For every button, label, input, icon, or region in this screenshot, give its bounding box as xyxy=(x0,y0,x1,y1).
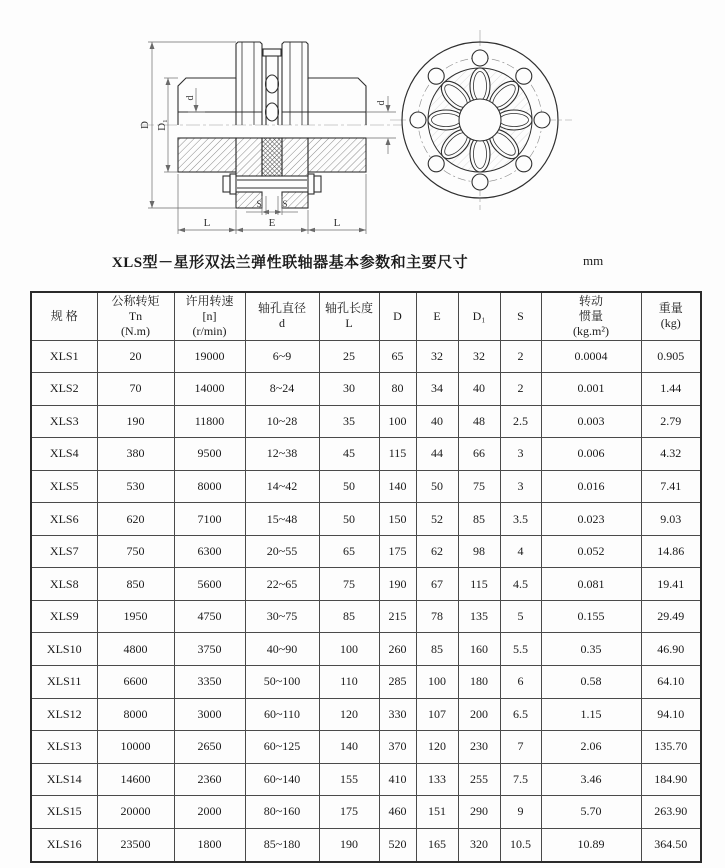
table-row xyxy=(31,600,701,633)
value-cell: 184.90 xyxy=(641,763,701,796)
value-cell: 2000 xyxy=(174,796,245,829)
value-cell: 40 xyxy=(458,373,500,406)
value-cell: 35 xyxy=(319,405,379,438)
dim-label-E: E xyxy=(268,217,276,229)
value-cell: 370 xyxy=(379,731,416,764)
value-cell: 9 xyxy=(500,796,541,829)
value-cell: 20~55 xyxy=(245,535,319,568)
value-cell: 5600 xyxy=(174,568,245,601)
table-row xyxy=(31,568,701,601)
model-cell: XLS10 xyxy=(31,633,97,666)
column-header-speed xyxy=(174,292,245,340)
value-cell: 410 xyxy=(379,763,416,796)
value-cell: 135.70 xyxy=(641,731,701,764)
value-cell: 0.006 xyxy=(541,438,641,471)
value-cell: 165 xyxy=(416,828,458,862)
value-cell: 0.003 xyxy=(541,405,641,438)
model-cell: XLS2 xyxy=(31,373,97,406)
table-row xyxy=(31,340,701,373)
column-header-line: S xyxy=(517,308,524,323)
value-cell: 60~125 xyxy=(245,731,319,764)
model-cell: XLS16 xyxy=(31,828,97,862)
value-cell: 255 xyxy=(458,763,500,796)
column-header-line: 轴孔长度 xyxy=(324,301,373,316)
value-cell: 70 xyxy=(97,373,174,406)
column-header-line: 公称转矩 xyxy=(111,293,160,308)
value-cell: 7.41 xyxy=(641,470,701,503)
value-cell: 66 xyxy=(458,438,500,471)
value-cell: 0.155 xyxy=(541,600,641,633)
value-cell: 750 xyxy=(97,535,174,568)
table-row xyxy=(31,665,701,698)
table-row xyxy=(31,763,701,796)
value-cell: 6 xyxy=(500,665,541,698)
column-header-line: Tn xyxy=(128,308,143,323)
value-cell: 107 xyxy=(416,698,458,731)
value-cell: 9500 xyxy=(174,438,245,471)
value-cell: 133 xyxy=(416,763,458,796)
value-cell: 380 xyxy=(97,438,174,471)
model-cell: XLS3 xyxy=(31,405,97,438)
value-cell: 48 xyxy=(458,405,500,438)
value-cell: 1950 xyxy=(97,600,174,633)
column-header-line: 转动 xyxy=(578,293,603,308)
value-cell: 60~110 xyxy=(245,698,319,731)
value-cell: 10000 xyxy=(97,731,174,764)
value-cell: 3.46 xyxy=(541,763,641,796)
technical-drawing xyxy=(0,0,725,250)
table-row xyxy=(31,405,701,438)
value-cell: 285 xyxy=(379,665,416,698)
value-cell: 62 xyxy=(416,535,458,568)
value-cell: 75 xyxy=(458,470,500,503)
table-row xyxy=(31,633,701,666)
column-header-inertia xyxy=(541,292,641,340)
value-cell: 0.905 xyxy=(641,340,701,373)
value-cell: 2650 xyxy=(174,731,245,764)
value-cell: 10.5 xyxy=(500,828,541,862)
coupling-front-view xyxy=(390,30,572,210)
value-cell: 1.44 xyxy=(641,373,701,406)
value-cell: 150 xyxy=(379,503,416,536)
value-cell: 44 xyxy=(416,438,458,471)
value-cell: 175 xyxy=(379,535,416,568)
dim-label-d-left: d xyxy=(185,95,196,101)
model-cell: XLS9 xyxy=(31,600,97,633)
value-cell: 12~38 xyxy=(245,438,319,471)
value-cell: 14~42 xyxy=(245,470,319,503)
column-header-dim-S xyxy=(500,292,541,340)
spec-table xyxy=(30,291,702,863)
column-header-torque xyxy=(97,292,174,340)
value-cell: 5 xyxy=(500,600,541,633)
dim-label-D: D xyxy=(139,121,151,129)
value-cell: 100 xyxy=(379,405,416,438)
column-header-bore-l xyxy=(319,292,379,340)
value-cell: 9.03 xyxy=(641,503,701,536)
value-cell: 45 xyxy=(319,438,379,471)
value-cell: 0.35 xyxy=(541,633,641,666)
value-cell: 190 xyxy=(97,405,174,438)
value-cell: 115 xyxy=(379,438,416,471)
value-cell: 85~180 xyxy=(245,828,319,862)
value-cell: 4 xyxy=(500,535,541,568)
model-cell: XLS15 xyxy=(31,796,97,829)
value-cell: 50 xyxy=(319,470,379,503)
value-cell: 1.15 xyxy=(541,698,641,731)
value-cell: 2.79 xyxy=(641,405,701,438)
column-header-line: 重量 xyxy=(658,301,683,316)
value-cell: 0.016 xyxy=(541,470,641,503)
value-cell: 25 xyxy=(319,340,379,373)
model-cell: XLS7 xyxy=(31,535,97,568)
value-cell: 320 xyxy=(458,828,500,862)
value-cell: 30~75 xyxy=(245,600,319,633)
column-header-line: D₁ xyxy=(472,308,486,323)
value-cell: 80~160 xyxy=(245,796,319,829)
column-header-line: (r/min) xyxy=(192,323,227,338)
column-header-line: 轴孔直径 xyxy=(257,301,306,316)
column-header-line: D xyxy=(393,308,402,323)
table-row xyxy=(31,503,701,536)
table-row xyxy=(31,535,701,568)
value-cell: 4.32 xyxy=(641,438,701,471)
value-cell: 7100 xyxy=(174,503,245,536)
value-cell: 4800 xyxy=(97,633,174,666)
value-cell: 330 xyxy=(379,698,416,731)
value-cell: 2 xyxy=(500,373,541,406)
value-cell: 46.90 xyxy=(641,633,701,666)
value-cell: 6~9 xyxy=(245,340,319,373)
model-cell: XLS6 xyxy=(31,503,97,536)
value-cell: 40~90 xyxy=(245,633,319,666)
value-cell: 120 xyxy=(416,731,458,764)
title-row xyxy=(0,251,725,273)
unit-label: mm xyxy=(583,253,604,268)
value-cell: 290 xyxy=(458,796,500,829)
table-row xyxy=(31,373,701,406)
value-cell: 100 xyxy=(416,665,458,698)
column-header-dim-D1 xyxy=(458,292,500,340)
table-head-row xyxy=(31,292,701,340)
page-title: XLS型－星形双法兰弹性联轴器基本参数和主要尺寸 xyxy=(111,255,469,271)
value-cell: 3 xyxy=(500,470,541,503)
model-cell: XLS1 xyxy=(31,340,97,373)
column-header-line: [n] xyxy=(202,308,217,323)
column-header-line: (N.m) xyxy=(121,323,150,338)
value-cell: 460 xyxy=(379,796,416,829)
value-cell: 2360 xyxy=(174,763,245,796)
value-cell: 0.052 xyxy=(541,535,641,568)
value-cell: 3.5 xyxy=(500,503,541,536)
value-cell: 135 xyxy=(458,600,500,633)
value-cell: 64.10 xyxy=(641,665,701,698)
column-header-line: 惯量 xyxy=(578,308,603,323)
value-cell: 260 xyxy=(379,633,416,666)
value-cell: 2 xyxy=(500,340,541,373)
model-cell: XLS12 xyxy=(31,698,97,731)
value-cell: 67 xyxy=(416,568,458,601)
value-cell: 85 xyxy=(458,503,500,536)
column-header-line: d xyxy=(279,316,285,331)
value-cell: 3 xyxy=(500,438,541,471)
value-cell: 19.41 xyxy=(641,568,701,601)
value-cell: 6.5 xyxy=(500,698,541,731)
model-cell: XLS5 xyxy=(31,470,97,503)
column-header-line: 许用转速 xyxy=(185,293,234,308)
value-cell: 50~100 xyxy=(245,665,319,698)
value-cell: 32 xyxy=(416,340,458,373)
value-cell: 115 xyxy=(458,568,500,601)
value-cell: 80 xyxy=(379,373,416,406)
value-cell: 620 xyxy=(97,503,174,536)
model-cell: XLS8 xyxy=(31,568,97,601)
value-cell: 30 xyxy=(319,373,379,406)
value-cell: 98 xyxy=(458,535,500,568)
value-cell: 85 xyxy=(319,600,379,633)
value-cell: 0.023 xyxy=(541,503,641,536)
column-header-line: L xyxy=(345,316,353,331)
column-header-line: E xyxy=(433,308,441,323)
value-cell: 175 xyxy=(319,796,379,829)
value-cell: 50 xyxy=(319,503,379,536)
value-cell: 23500 xyxy=(97,828,174,862)
value-cell: 14.86 xyxy=(641,535,701,568)
value-cell: 7 xyxy=(500,731,541,764)
column-header-line: (kg) xyxy=(660,316,681,331)
value-cell: 20 xyxy=(97,340,174,373)
value-cell: 14000 xyxy=(174,373,245,406)
column-header-bore-d xyxy=(245,292,319,340)
value-cell: 11800 xyxy=(174,405,245,438)
dim-label-d-right: d xyxy=(376,100,387,106)
value-cell: 180 xyxy=(458,665,500,698)
value-cell: 520 xyxy=(379,828,416,862)
value-cell: 5.5 xyxy=(500,633,541,666)
value-cell: 140 xyxy=(319,731,379,764)
value-cell: 100 xyxy=(319,633,379,666)
value-cell: 94.10 xyxy=(641,698,701,731)
dim-label-D1: D₁ xyxy=(156,119,168,131)
column-header-line: (kg.m²) xyxy=(573,323,609,338)
table-body xyxy=(31,340,701,862)
dim-label-S-right: S xyxy=(282,199,288,209)
column-header-dim-D xyxy=(379,292,416,340)
value-cell: 1800 xyxy=(174,828,245,862)
column-header-dim-E xyxy=(416,292,458,340)
table-row xyxy=(31,828,701,862)
value-cell: 10.89 xyxy=(541,828,641,862)
value-cell: 3000 xyxy=(174,698,245,731)
value-cell: 200 xyxy=(458,698,500,731)
value-cell: 6300 xyxy=(174,535,245,568)
value-cell: 6600 xyxy=(97,665,174,698)
value-cell: 263.90 xyxy=(641,796,701,829)
column-header-weight xyxy=(641,292,701,340)
value-cell: 151 xyxy=(416,796,458,829)
table-row xyxy=(31,731,701,764)
dim-label-L-right: L xyxy=(333,217,341,229)
value-cell: 190 xyxy=(379,568,416,601)
value-cell: 65 xyxy=(319,535,379,568)
value-cell: 10~28 xyxy=(245,405,319,438)
value-cell: 215 xyxy=(379,600,416,633)
value-cell: 65 xyxy=(379,340,416,373)
value-cell: 4750 xyxy=(174,600,245,633)
table-row xyxy=(31,470,701,503)
model-cell: XLS4 xyxy=(31,438,97,471)
value-cell: 50 xyxy=(416,470,458,503)
value-cell: 85 xyxy=(416,633,458,666)
value-cell: 60~140 xyxy=(245,763,319,796)
value-cell: 5.70 xyxy=(541,796,641,829)
value-cell: 155 xyxy=(319,763,379,796)
table-row xyxy=(31,438,701,471)
value-cell: 0.001 xyxy=(541,373,641,406)
value-cell: 32 xyxy=(458,340,500,373)
value-cell: 8~24 xyxy=(245,373,319,406)
value-cell: 34 xyxy=(416,373,458,406)
value-cell: 190 xyxy=(319,828,379,862)
value-cell: 160 xyxy=(458,633,500,666)
value-cell: 40 xyxy=(416,405,458,438)
value-cell: 850 xyxy=(97,568,174,601)
value-cell: 75 xyxy=(319,568,379,601)
center-bore xyxy=(459,99,501,141)
value-cell: 3350 xyxy=(174,665,245,698)
value-cell: 78 xyxy=(416,600,458,633)
value-cell: 19000 xyxy=(174,340,245,373)
value-cell: 0.58 xyxy=(541,665,641,698)
value-cell: 52 xyxy=(416,503,458,536)
value-cell: 2.5 xyxy=(500,405,541,438)
dim-label-L-left: L xyxy=(203,217,211,229)
value-cell: 364.50 xyxy=(641,828,701,862)
table-row xyxy=(31,796,701,829)
column-header-line: 规 格 xyxy=(50,308,78,323)
value-cell: 0.081 xyxy=(541,568,641,601)
value-cell: 22~65 xyxy=(245,568,319,601)
value-cell: 120 xyxy=(319,698,379,731)
model-cell: XLS14 xyxy=(31,763,97,796)
model-cell: XLS13 xyxy=(31,731,97,764)
coupling-section-view xyxy=(140,42,402,208)
value-cell: 8000 xyxy=(174,470,245,503)
value-cell: 0.0004 xyxy=(541,340,641,373)
table-row xyxy=(31,698,701,731)
value-cell: 4.5 xyxy=(500,568,541,601)
value-cell: 2.06 xyxy=(541,731,641,764)
value-cell: 14600 xyxy=(97,763,174,796)
value-cell: 3750 xyxy=(174,633,245,666)
dim-label-S-left: S xyxy=(256,199,262,209)
value-cell: 140 xyxy=(379,470,416,503)
value-cell: 110 xyxy=(319,665,379,698)
value-cell: 7.5 xyxy=(500,763,541,796)
value-cell: 29.49 xyxy=(641,600,701,633)
value-cell: 530 xyxy=(97,470,174,503)
column-header-model xyxy=(31,292,97,340)
value-cell: 15~48 xyxy=(245,503,319,536)
value-cell: 230 xyxy=(458,731,500,764)
value-cell: 8000 xyxy=(97,698,174,731)
value-cell: 20000 xyxy=(97,796,174,829)
model-cell: XLS11 xyxy=(31,665,97,698)
